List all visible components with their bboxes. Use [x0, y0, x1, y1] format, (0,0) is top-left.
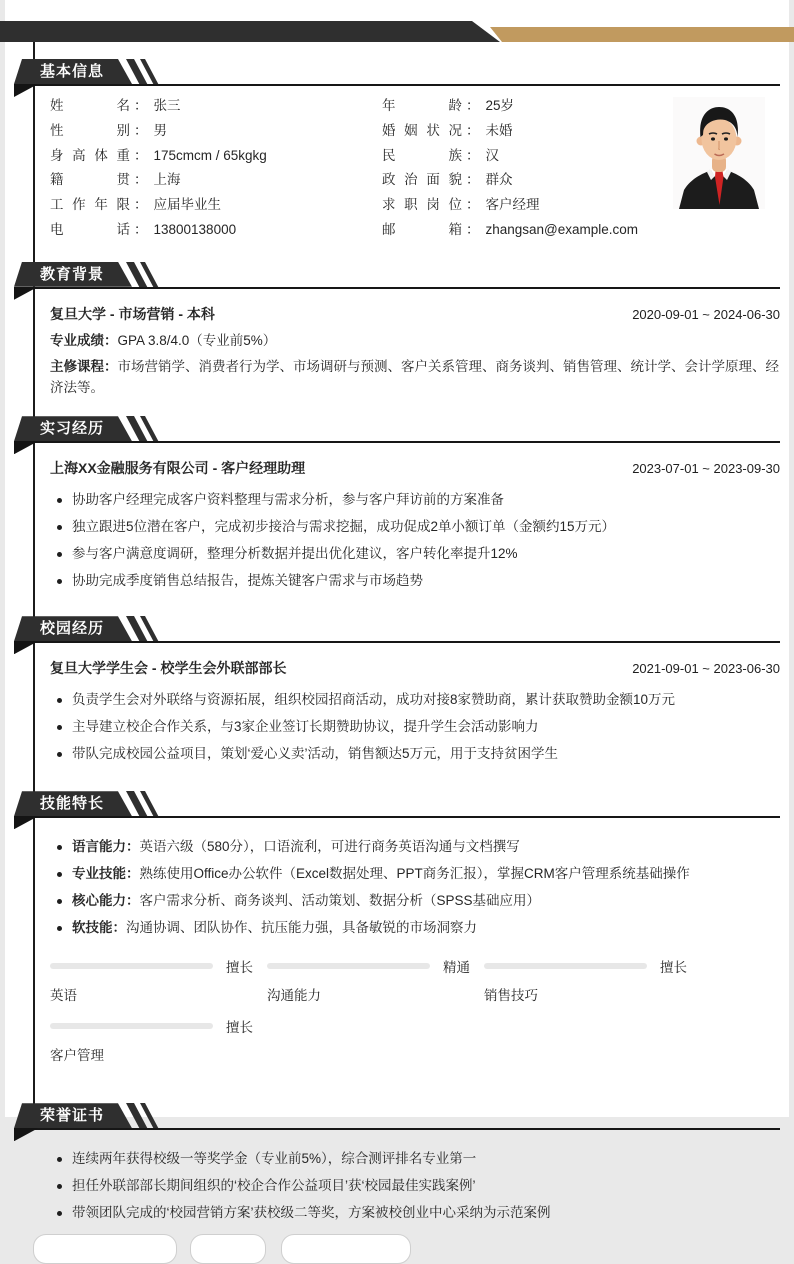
field-value: 客户经理	[485, 197, 540, 213]
bullet-icon	[57, 525, 62, 530]
info-row-gender	[50, 119, 382, 144]
info-row-hometown	[50, 168, 382, 193]
info-row-ethnicity	[382, 144, 663, 169]
skill-bar-english	[50, 959, 267, 1004]
info-row-political	[382, 168, 663, 193]
info-row-age	[382, 94, 663, 119]
avatar-illustration	[673, 97, 765, 209]
field-label: 身高体重	[50, 147, 130, 163]
profile-photo	[673, 97, 765, 209]
bullet-item	[50, 517, 780, 537]
bullet-icon	[57, 498, 62, 503]
skill-detail: 熟练使用Office办公软件（Excel数据处理、PPT商务汇报），掌握CRM客户管理系统基础操作	[139, 866, 690, 882]
field-label: 籍贯	[50, 172, 130, 188]
section-header	[14, 262, 780, 289]
row-text: GPA 3.8/4.0（专业前5%）	[117, 332, 277, 348]
bullet-text: 参与客户满意度调研，整理分析数据并提出优化建议，客户转化率提升12%	[72, 546, 518, 562]
info-row-experience	[50, 193, 382, 218]
section-campus	[5, 616, 789, 764]
field-label: 邮箱	[382, 221, 462, 237]
bullet-text: 带领团队完成的‘校园营销方案’获校级二等奖，方案被校创业中心采纳为示范案例	[72, 1205, 551, 1221]
bullet-text: 负责学生会对外联络与资源拓展，组织校园招商活动，成功对接8家赞助商，累计获取赞助金额10万元	[72, 692, 676, 708]
bullet-item	[50, 490, 780, 510]
section-honors	[5, 1103, 789, 1264]
field-colon: ：	[466, 147, 480, 163]
field-label: 求职岗位	[382, 197, 462, 213]
row-label: 专业成绩：	[50, 332, 118, 348]
bullet-item	[50, 864, 780, 884]
bullet-icon	[57, 845, 62, 850]
skill-name: 销售技巧	[484, 988, 538, 1004]
honor-tag-pill	[33, 1234, 177, 1264]
basic-info-right-column	[382, 94, 663, 243]
skill-level-label: 擅长	[226, 960, 253, 976]
section-title: 实习经历	[40, 420, 105, 438]
date-range: 2023-07-01 ~ 2023-09-30	[632, 461, 780, 477]
field-colon: ：	[466, 98, 480, 113]
info-row-phone	[50, 218, 382, 243]
section-skills	[5, 791, 789, 1079]
date-range: 2021-09-01 ~ 2023-06-30	[632, 661, 780, 677]
field-value: 13800138000	[153, 221, 237, 237]
school-degree: 复旦大学 - 市场营销 - 本科	[50, 305, 215, 322]
bullet-item	[50, 918, 780, 938]
field-label: 婚姻状况	[382, 122, 462, 138]
bullet-text: 主导建立校企合作关系，与3家企业签订长期赞助协议，提升学生会活动影响力	[72, 719, 539, 735]
section-header	[14, 59, 780, 86]
section-title: 技能特长	[40, 795, 105, 813]
bullet-item	[50, 690, 780, 710]
top-bar-tan-segment	[480, 27, 794, 42]
bullet-icon	[57, 579, 62, 584]
organization-role: 复旦大学学生会 - 校学生会外联部部长	[50, 660, 287, 677]
field-label: 姓名	[50, 98, 130, 113]
bullet-text	[72, 918, 477, 938]
section-basic-info	[5, 59, 789, 243]
section-header	[14, 791, 780, 818]
bullet-item	[50, 744, 780, 764]
bullet-icon	[57, 698, 62, 703]
info-row-marital	[382, 119, 663, 144]
section-title: 荣誉证书	[40, 1107, 105, 1125]
skill-detail: 客户需求分析、商务谈判、活动策划、数据分析（SPSS基础应用）	[139, 893, 541, 909]
bullet-text: 协助完成季度销售总结报告，提炼关键客户需求与市场趋势	[72, 573, 423, 589]
top-bar-black-segment	[0, 21, 500, 42]
skill-name: 沟通能力	[267, 988, 321, 1004]
row-text: 市场营销学、消费者行为学、市场调研与预测、客户关系管理、商务谈判、销售管理、统计学、会计学原理、经济法等。	[50, 359, 779, 395]
bullet-icon	[57, 872, 62, 877]
bullet-item	[50, 837, 780, 857]
skill-detail: 沟通协调、团队协作、抗压能力强，具备敏锐的市场洞察力	[126, 920, 477, 936]
basic-info-body	[14, 86, 780, 243]
bullet-item	[50, 544, 780, 564]
section-title: 基本信息	[40, 63, 105, 80]
section-header	[14, 1103, 780, 1130]
bullet-icon	[57, 899, 62, 904]
skill-category-label: 核心能力：	[72, 893, 140, 909]
field-value: 应届毕业生	[153, 197, 221, 213]
section-header	[14, 616, 780, 643]
skill-name: 客户管理	[50, 1048, 104, 1064]
field-value: 男	[153, 122, 167, 138]
bullet-text	[72, 864, 690, 884]
bullet-item	[50, 571, 780, 591]
field-label: 民族	[382, 147, 462, 163]
bullet-text: 连续两年获得校级一等奖学金（专业前5%），综合测评排名专业第一	[72, 1151, 477, 1167]
field-label: 性别	[50, 122, 130, 138]
skill-bar-track	[267, 963, 430, 969]
bullet-text	[72, 891, 540, 911]
field-value: 175cmcm / 65kgkg	[153, 147, 267, 163]
field-colon: ：	[134, 147, 148, 163]
field-colon: ：	[134, 98, 148, 113]
company-position: 上海XX金融服务有限公司 - 客户经理助理	[50, 460, 306, 477]
field-value: 上海	[153, 172, 181, 188]
skill-category-label: 软技能：	[72, 920, 126, 936]
section-internship	[5, 416, 789, 591]
campus-heading-row	[50, 658, 780, 679]
honor-tags-row	[33, 1234, 789, 1264]
skill-category-label: 专业技能：	[72, 866, 140, 882]
skill-bar-track	[50, 963, 213, 969]
bullet-text: 独立跟进5位潜在客户，完成初步接洽与需求挖掘，成功促成2单小额订单（金额约15万元）	[72, 519, 616, 535]
field-colon: ：	[466, 122, 480, 138]
section-header	[14, 416, 780, 443]
bullet-icon	[57, 1184, 62, 1189]
bullet-item	[50, 1203, 780, 1223]
honor-tag-pill	[190, 1234, 266, 1264]
section-education	[5, 262, 789, 399]
skill-level-label: 精通	[443, 960, 470, 976]
skill-level-label: 擅长	[226, 1020, 253, 1036]
bullet-icon	[57, 725, 62, 730]
basic-info-left-column	[50, 94, 382, 243]
field-label: 年龄	[382, 98, 462, 113]
skill-bar-sales	[484, 959, 701, 1004]
field-colon: ：	[466, 221, 480, 237]
field-value: 张三	[153, 98, 181, 113]
skill-bars	[50, 959, 780, 1079]
skill-detail: 英语六级（580分），口语流利，可进行商务英语沟通与文档撰写	[139, 839, 520, 855]
field-label: 政治面貌	[382, 172, 462, 188]
bullet-item	[50, 891, 780, 911]
bullet-text: 带队完成校园公益项目，策划‘爱心义卖’活动，销售额达5万元，用于支持贫困学生	[72, 746, 559, 762]
bullet-icon	[57, 752, 62, 757]
field-value: zhangsan@example.com	[485, 221, 639, 237]
field-colon: ：	[466, 197, 480, 213]
bullet-icon	[57, 926, 62, 931]
bullet-icon	[57, 552, 62, 557]
field-colon: ：	[134, 172, 148, 188]
field-colon: ：	[134, 221, 148, 237]
info-row-email	[382, 218, 663, 243]
top-decorative-bar	[0, 21, 794, 42]
gpa-row	[50, 331, 780, 352]
info-row-height-weight	[50, 144, 382, 169]
bullet-text: 担任外联部部长期间组织的‘校企合作公益项目’获‘校园最佳实践案例’	[72, 1178, 476, 1194]
field-colon: ：	[466, 172, 480, 188]
resume-page	[5, 0, 789, 1221]
bullet-icon	[57, 1157, 62, 1162]
bullet-item	[50, 1176, 780, 1196]
field-label: 工作年限	[50, 197, 130, 213]
bullet-item	[50, 1149, 780, 1169]
field-value: 群众	[485, 172, 513, 188]
field-label: 电话	[50, 221, 130, 237]
skill-level-label: 擅长	[660, 960, 687, 976]
bullet-text	[72, 837, 520, 857]
info-row-target-position	[382, 193, 663, 218]
skill-bar-communication	[267, 959, 484, 1004]
info-row-name	[50, 94, 382, 119]
skill-category-label: 语言能力：	[72, 839, 140, 855]
section-title: 校园经历	[40, 620, 105, 638]
skill-bar-track	[484, 963, 647, 969]
field-colon: ：	[134, 197, 148, 213]
date-range: 2020-09-01 ~ 2024-06-30	[632, 306, 780, 322]
field-value: 未婚	[485, 122, 513, 138]
internship-heading-row	[50, 458, 780, 479]
honor-tag-pill	[281, 1234, 411, 1264]
bullet-text: 协助客户经理完成客户资料整理与需求分析，参与客户拜访前的方案准备	[72, 492, 504, 508]
skill-name: 英语	[50, 988, 77, 1004]
skill-bar-track	[50, 1023, 213, 1029]
education-heading-row	[50, 304, 780, 325]
field-colon: ：	[134, 122, 148, 138]
field-value: 25岁	[485, 98, 515, 113]
row-label: 主修课程：	[50, 359, 118, 375]
section-title: 教育背景	[40, 265, 105, 283]
bullet-icon	[57, 1211, 62, 1216]
skill-bar-crm	[50, 1019, 267, 1064]
courses-row	[50, 357, 780, 398]
bullet-item	[50, 717, 780, 737]
field-value: 汉	[485, 147, 499, 163]
